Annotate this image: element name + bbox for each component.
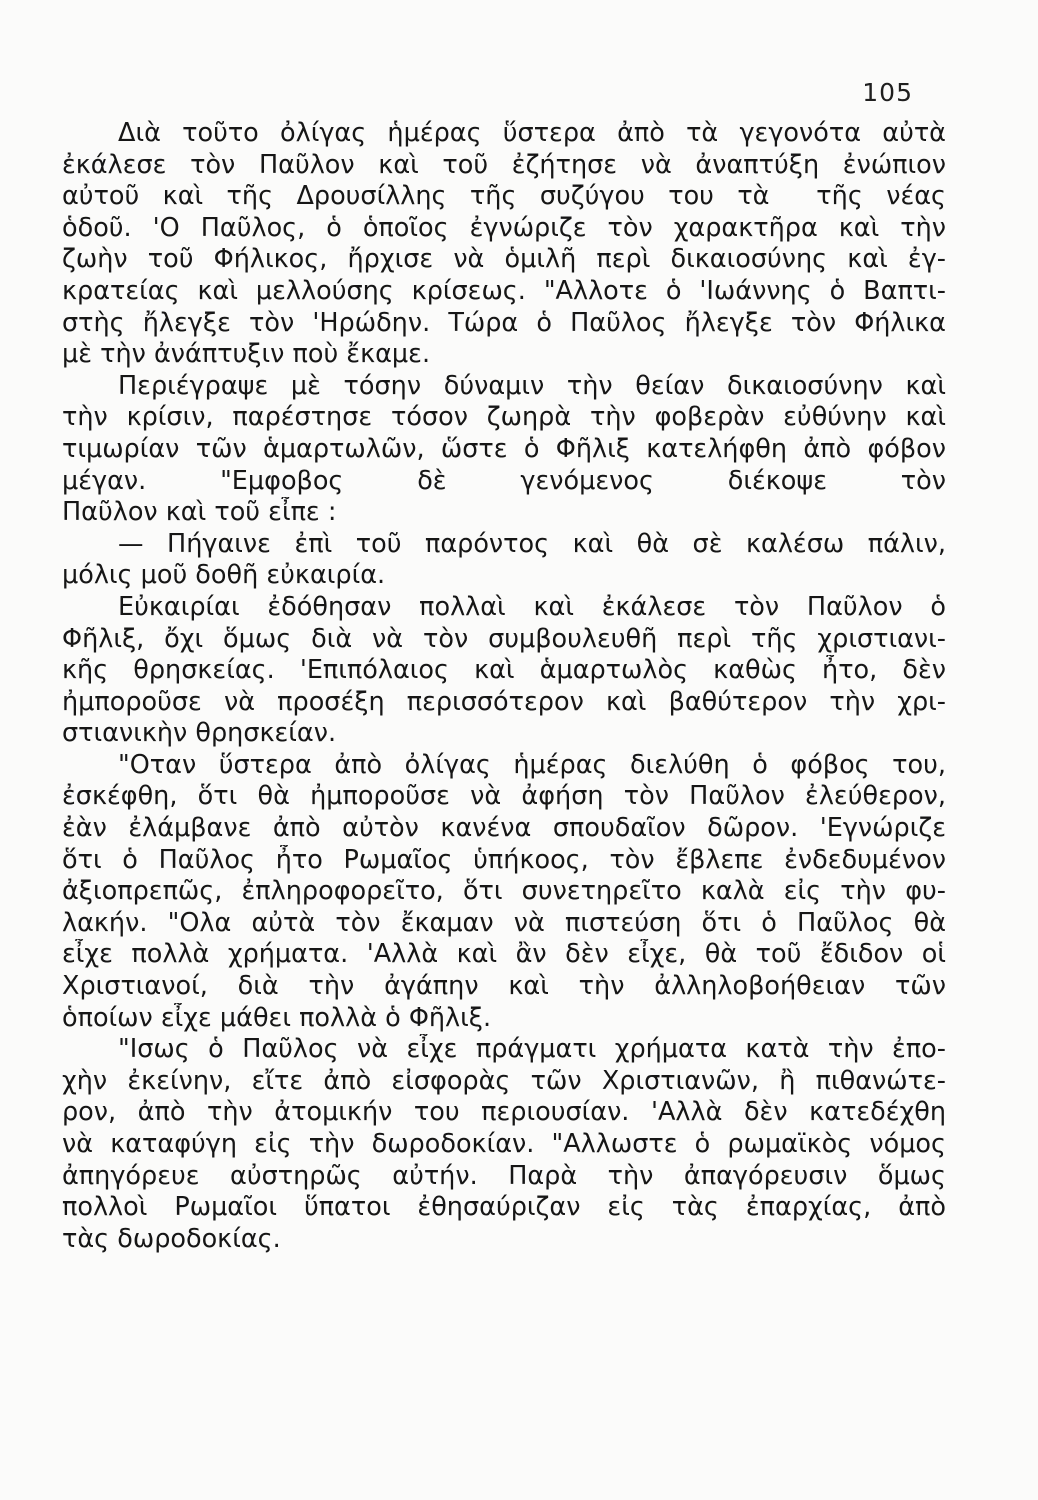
text-line: ἀξιοπρεπῶς, ἐπληροφορεῖτο, ὅτι συνετηρεῖτο καλὰ εἰς τὴν φυ-	[62, 876, 946, 907]
text-line: μέγαν. "Εμφοβος δὲ γενόμενος διέκοψε τὸν	[62, 465, 946, 496]
text-line: ὅτι ὁ Παῦλος ἦτο Ρωμαῖος ὑπήκοος, τὸν ἔβλεπε ἐνδεδυμένον	[62, 844, 946, 875]
text-line: ρον, ἀπὸ τὴν ἀτομικήν του περιουσίαν. 'Αλλὰ δὲν κατεδέχθη	[62, 1097, 946, 1128]
text-line: Παῦλον καὶ τοῦ εἶπε :	[62, 497, 337, 528]
text-line: "Ισως ὁ Παῦλος νὰ εἶχε πράγματι χρήματα κατὰ τὴν ἐπο-	[118, 1034, 946, 1065]
text-line: στὴς ἤλεγξε τὸν 'Ηρώδην. Τώρα ὁ Παῦλος ἤλεγξε τὸν Φήλικα	[62, 307, 946, 338]
text-line: εἶχε πολλὰ χρήματα. 'Αλλὰ καὶ ἂν δὲν εἶχε, θὰ τοῦ ἔδιδον οἱ	[62, 939, 946, 970]
text-line: ἠμποροῦσε νὰ προσέξη περισσότερον καὶ βαθύτερον τὴν χρι-	[62, 686, 946, 717]
text-line: ζωὴν τοῦ Φήλικος, ἤρχισε νὰ ὁμιλῆ περὶ δικαιοσύνης καὶ ἐγ-	[62, 244, 946, 275]
text-line: στιανικὴν θρησκείαν.	[62, 718, 337, 749]
page-number: 105	[862, 78, 913, 107]
text-line: κρατείας καὶ μελλούσης κρίσεως. "Αλλοτε ὁ 'Ιωάννης ὁ Βαπτι-	[62, 275, 946, 306]
text-line: Εὐκαιρίαι ἐδόθησαν πολλαὶ καὶ ἐκάλεσε τὸν Παῦλον ὁ	[118, 591, 946, 622]
text-line: Περιέγραψε μὲ τόσην δύναμιν τὴν θείαν δικαιοσύνην καὶ	[118, 370, 946, 401]
text-line: μόλις μοῦ δοθῆ εὐκαιρία.	[62, 560, 386, 591]
text-line: τιμωρίαν τῶν ἁμαρτωλῶν, ὥστε ὁ Φῆλιξ κατελήφθη ἀπὸ φόβον	[62, 433, 946, 464]
text-line: κῆς θρησκείας. 'Επιπόλαιος καὶ ἁμαρτωλὸς καθὼς ἦτο, δὲν	[62, 655, 946, 686]
text-line: Φῆλιξ, ὄχι ὅμως διὰ νὰ τὸν συμβουλευθῆ περὶ τῆς χριστιανι-	[62, 623, 946, 654]
text-line: αὐτοῦ καὶ τῆς Δρουσίλλης τῆς συζύγου του τὰ τῆς νέας	[62, 181, 946, 212]
text-line: νὰ καταφύγη εἰς τὴν δωροδοκίαν. "Αλλωστε ὁ ρωμαϊκὸς νόμος	[62, 1129, 946, 1159]
text-line: τὴν κρίσιν, παρέστησε τόσον ζωηρὰ τὴν φοβερὰν εὐθύνην καὶ	[62, 402, 946, 433]
text-line: — Πήγαινε ἐπὶ τοῦ παρόντος καὶ θὰ σὲ καλέσω πάλιν,	[118, 528, 946, 559]
text-line: Διὰ τοῦτο ὀλίγας ἡμέρας ὕστερα ἀπὸ τὰ γεγονότα αὐτὰ	[118, 118, 946, 148]
text-line: ἐσκέφθη, ὅτι θὰ ἠμποροῦσε νὰ ἀφήση τὸν Παῦλον ἐλεύθερον,	[62, 781, 946, 812]
text-line: ἐκάλεσε τὸν Παῦλον καὶ τοῦ ἐζήτησε νὰ ἀναπτύξη ἐνώπιον	[62, 149, 946, 180]
text-line: μὲ τὴν ἀνάπτυξιν ποὺ ἔκαμε.	[62, 339, 431, 370]
text-line: λακήν. "Ολα αὐτὰ τὸν ἔκαμαν νὰ πιστεύση ὅτι ὁ Παῦλος θὰ	[62, 907, 946, 938]
text-line: ἀπηγόρευε αὐστηρῶς αὐτήν. Παρὰ τὴν ἀπαγόρευσιν ὅμως	[62, 1160, 946, 1191]
text-line: Χριστιανοί, διὰ τὴν ἀγάπην καὶ τὴν ἀλληλοβοήθειαν τῶν	[62, 971, 946, 1002]
text-line: ἐὰν ἐλάμβανε ἀπὸ αὐτὸν κανένα σπουδαῖον δῶρον. 'Εγνώριζε	[62, 813, 946, 844]
text-line: ὁποίων εἶχε μάθει πολλὰ ὁ Φῆλιξ.	[62, 1002, 492, 1033]
text-line: χὴν ἐκείνην, εἴτε ἀπὸ εἰσφορὰς τῶν Χριστιανῶν, ἢ πιθανώτε-	[62, 1065, 946, 1096]
text-line: ὁδοῦ. 'Ο Παῦλος, ὁ ὁποῖος ἐγνώριζε τὸν χαρακτῆρα καὶ τὴν	[62, 212, 946, 243]
body-text	[62, 118, 946, 1255]
text-line: τὰς δωροδοκίας.	[62, 1223, 281, 1254]
text-line: πολλοὶ Ρωμαῖοι ὕπατοι ἐθησαύριζαν εἰς τὰς ἐπαρχίας, ἀπὸ	[62, 1192, 946, 1223]
text-line: "Οταν ὕστερα ἀπὸ ὀλίγας ἡμέρας διελύθη ὁ φόβος του,	[118, 749, 946, 780]
